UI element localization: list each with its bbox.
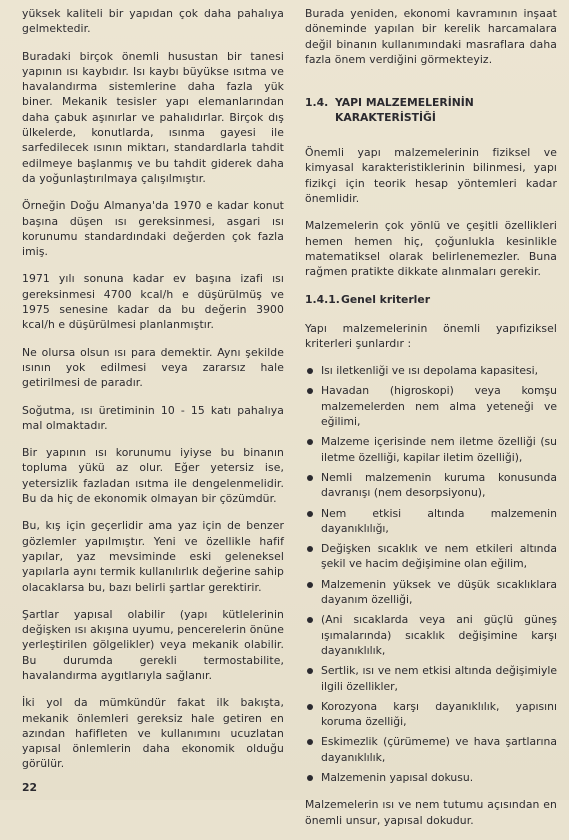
list-item	[305, 363, 557, 378]
right-column	[305, 6, 557, 840]
list-item	[305, 470, 557, 501]
paragraph: Soğutma, ısı üretiminin 10 - 15 katı pahalıya mal olmaktadır.	[22, 403, 284, 432]
list-item	[305, 663, 557, 694]
bullet-icon	[307, 582, 313, 588]
subsection-heading	[305, 292, 557, 307]
paragraph: Bu, kış için geçerlidir ama yaz için de benzer gözlemler yapılmıştır. Yeni ve özellikle hafif yapılar, yaz mevsiminde eski geleneksel yapılarla aynı termik kullanılırlık değerine sahip olacaklarsa bu, bazı belirli şartlar gerektirir.	[22, 519, 284, 594]
list-item	[305, 612, 557, 658]
bullet-icon	[307, 775, 313, 781]
paragraph: Bir yapının ısı korunumu iyiyse bu binanın topluma yükü az olur. Eğer yetersiz ise, yetersizlik fazladan ısıtma ile dengelenmelidir. Bu da hiç de ekonomik olmayan bir çözümdür.	[22, 446, 284, 506]
list-item-text: Malzeme içerisinde nem iletme özelliği (su iletme özelliği, kapilar iletim özelliği),	[321, 435, 557, 464]
paragraph: yüksek kaliteli bir yapıdan çok daha pahalıya gelmektedir.	[22, 7, 284, 36]
bullet-icon	[307, 475, 313, 481]
list-item-text: Değişken sıcaklık ve nem etkileri altında şekil ve hacim değişimine olan eğilim,	[321, 542, 557, 571]
list-item	[305, 541, 557, 572]
list-item-text: Havadan (higroskopi) veya komşu malzemelerden nem alma yeteneği ve eğilimi,	[321, 384, 557, 429]
bullet-icon	[307, 739, 313, 745]
paragraph: Örneğin Doğu Almanya'da 1970 e kadar konut başına düşen ısı gereksinmesi, asgari ısı korunumu standardındaki değerden çok fazla imiş.	[22, 199, 284, 259]
list-item	[305, 734, 557, 765]
page-number: 22	[22, 781, 38, 794]
bullet-icon	[307, 704, 313, 710]
list-item	[305, 699, 557, 730]
section-number: 1.4.	[305, 96, 329, 110]
section-title: YAPI MALZEMELERİNİN KARAKTERİSTİĞİ	[335, 96, 474, 125]
list-item-text: Malzemenin yüksek ve düşük sıcaklıklara dayanım özelliği,	[321, 577, 557, 607]
list-item	[305, 577, 557, 608]
list-item-text: Malzemenin yapısal dokusu.	[321, 770, 474, 784]
bullet-icon	[307, 368, 313, 374]
subsection-number: 1.4.1.	[305, 292, 340, 306]
closing-paragraph: Malzemelerin ısı ve nem tutumu açısından en önemli unsur, yapısal dokudur.	[305, 798, 557, 827]
bullet-icon	[307, 388, 313, 394]
section-heading	[305, 95, 557, 125]
paragraph: 1971 yılı sonuna kadar ev başına izafi ısı gereksinmesi 4700 kcal/h e düşürülmüş ve 1975 senesine kadar da bu değerin 3900 kcal/h e düşürülmesi planlanmıştır.	[22, 272, 284, 332]
criteria-list	[305, 363, 557, 785]
paragraph: Ne olursa olsun ısı para demektir. Aynı şekilde ısının yok edilmesi veya zararsız hale getirilmesi de paradır.	[22, 345, 284, 390]
criteria-intro: Yapı malzemelerinin önemli yapıfiziksel kriterleri şunlardır :	[305, 321, 557, 350]
bullet-icon	[307, 439, 313, 445]
paragraph: Önemli yapı malzemelerinin fiziksel ve kimyasal karakteristiklerinin bilinmesi, yapı fizikçi için teorik hesap yöntemleri kadar önemlidir.	[305, 146, 557, 206]
list-item	[305, 434, 557, 465]
list-item-text: Eskimezlik (çürümeme) ve hava şartlarına dayanıklılık,	[321, 735, 557, 764]
bullet-icon	[307, 668, 313, 674]
list-item	[305, 770, 557, 785]
list-item	[305, 506, 557, 537]
paragraph: Şartlar yapısal olabilir (yapı kütlelerinin değişken ısı akışına uyumu, pencerelerin önüne yerleştirilen gölgelikler) veya mekanik olabilir. Bu durumda gerekli termostabilite, havalandırma aygıtlarıyla sağlanır.	[22, 607, 284, 682]
list-item-text: Nemli malzemenin kuruma konusunda davranışı (nem desorpsiyonu),	[321, 470, 557, 500]
paragraph: Malzemelerin çok yönlü ve çeşitli özellikleri hemen hemen hiç, çoğunlukla kesinlikle matematiksel olarak belirlenemezler. Buna rağmen pratikte dikkate alınmaları gerekir.	[305, 219, 557, 279]
bullet-icon	[307, 546, 313, 552]
list-item-text: (Ani sıcaklarda veya ani güçlü güneş ışımalarında) sıcaklık değişimine karşı dayanıklılık,	[321, 613, 557, 657]
list-item-text: Sertlik, ısı ve nem etkisi altında değişimiyle ilgili özellikler,	[321, 664, 557, 693]
list-item	[305, 383, 557, 429]
paragraph: İki yol da mümkündür fakat ilk bakışta, mekanik önlemleri gereksiz hale getiren en azından hafifleten ve kullanımını ucuzlatan yapısal önlemlerin daha ekonomik olduğu görülür.	[22, 696, 284, 771]
intro-paragraph: Burada yeniden, ekonomi kavramının inşaat döneminde yapılan bir kerelik harcamalara değil binanın kullanımındaki masraflara daha fazla önem verdiğini görmekteyiz.	[305, 7, 557, 66]
paragraph: Buradaki birçok önemli husustan bir tanesi yapının ısı kaybıdır. Isı kaybı büyükse ısıtma ve havalandırma sistemlerine daha fazla yük biner. Mekanik tesisler yapı elemanlarından daha çabuk aşınırlar ve pahalıdırlar. Birçok dış ülkelerde, konutlarda, ısınma gayesi ile sarfedilecek ısının miktarı, standardlarla tahdit edilmeye başlanmış ve bu tahdit giderek daha da yoğunlaştırılmaya çalışılmıştır.	[22, 49, 284, 185]
bullet-icon	[307, 511, 313, 517]
list-item-text: Korozyona karşı dayanıklılık, yapısını koruma özelliği,	[321, 699, 557, 729]
bullet-icon	[307, 617, 313, 623]
subsection-title: Genel kriterler	[341, 292, 431, 306]
left-column	[22, 6, 284, 784]
list-item-text: Nem etkisi altında malzemenin dayanıklılığı,	[321, 506, 557, 535]
list-item-text: Isı iletkenliği ve ısı depolama kapasitesi,	[321, 364, 539, 378]
